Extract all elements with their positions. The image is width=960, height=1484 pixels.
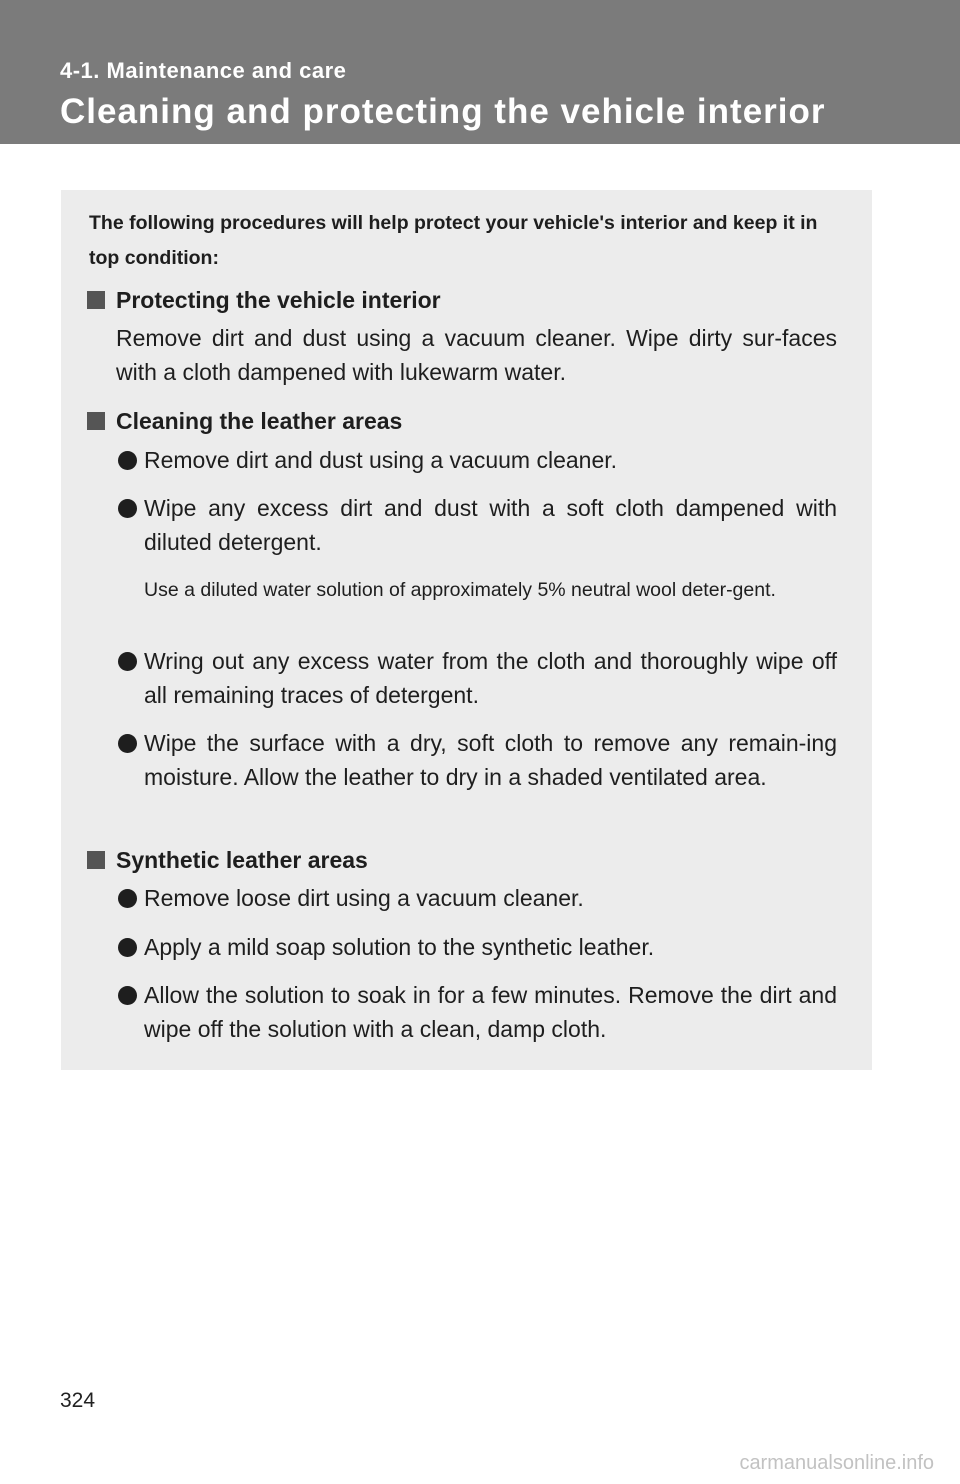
- round-bullet-icon: [118, 938, 137, 957]
- list-item: [118, 881, 837, 915]
- round-bullet-icon: [118, 652, 137, 671]
- section-heading-text: Cleaning the leather areas: [116, 408, 403, 434]
- section-heading-text: Synthetic leather areas: [116, 847, 368, 873]
- list-item-text: Remove dirt and dust using a vacuum cleaner.: [144, 447, 618, 473]
- note-text: Use a diluted water solution of approximately 5% neutral wool deter-gent.: [144, 579, 776, 601]
- list-item: [118, 726, 837, 794]
- section-heading-text: Protecting the vehicle interior: [116, 287, 441, 313]
- section-paragraph: Remove dirt and dust using a vacuum cleaner. Wipe dirty sur-faces with a cloth dampened with lukewarm water.: [116, 325, 837, 385]
- list-item-text: Wipe the surface with a dry, soft cloth to remove any remain-ing moisture. Allow the leather to dry in a shaded ventilated area.: [144, 730, 837, 790]
- intro-text: The following procedures will help protect your vehicle's interior and keep it in top condition:: [89, 212, 818, 269]
- round-bullet-icon: [118, 889, 137, 908]
- round-bullet-icon: [118, 499, 137, 518]
- list-item: [118, 491, 837, 559]
- section-label: 4-1. Maintenance and care: [60, 58, 347, 83]
- list-item: [118, 978, 837, 1046]
- page-header: [0, 0, 960, 144]
- watermark: carmanualsonline.info: [739, 1452, 934, 1474]
- list-item-text: Allow the solution to soak in for a few minutes. Remove the dirt and wipe off the solution with a clean, damp cloth.: [144, 982, 837, 1042]
- square-bullet-icon: [87, 412, 105, 430]
- square-bullet-icon: [87, 291, 105, 309]
- page-number: 324: [60, 1389, 96, 1412]
- list-item-text: Apply a mild soap solution to the synthetic leather.: [144, 934, 655, 960]
- section-heading-leather: [87, 404, 847, 438]
- round-bullet-icon: [118, 986, 137, 1005]
- page-title: Cleaning and protecting the vehicle interior: [60, 92, 826, 131]
- section-heading-synthetic: [87, 843, 847, 877]
- list-item-text: Remove loose dirt using a vacuum cleaner.: [144, 885, 584, 911]
- list-item-text: Wring out any excess water from the cloth and thoroughly wipe off all remaining traces of detergent.: [144, 648, 837, 708]
- round-bullet-icon: [118, 734, 137, 753]
- list-item: [118, 644, 837, 712]
- square-bullet-icon: [87, 851, 105, 869]
- list-item-text: Wipe any excess dirt and dust with a soft cloth dampened with diluted detergent.: [144, 495, 837, 555]
- section-heading-protecting: [87, 283, 847, 317]
- list-item: [118, 443, 837, 477]
- round-bullet-icon: [118, 451, 137, 470]
- list-item: [118, 930, 837, 964]
- content-box: [61, 190, 872, 1070]
